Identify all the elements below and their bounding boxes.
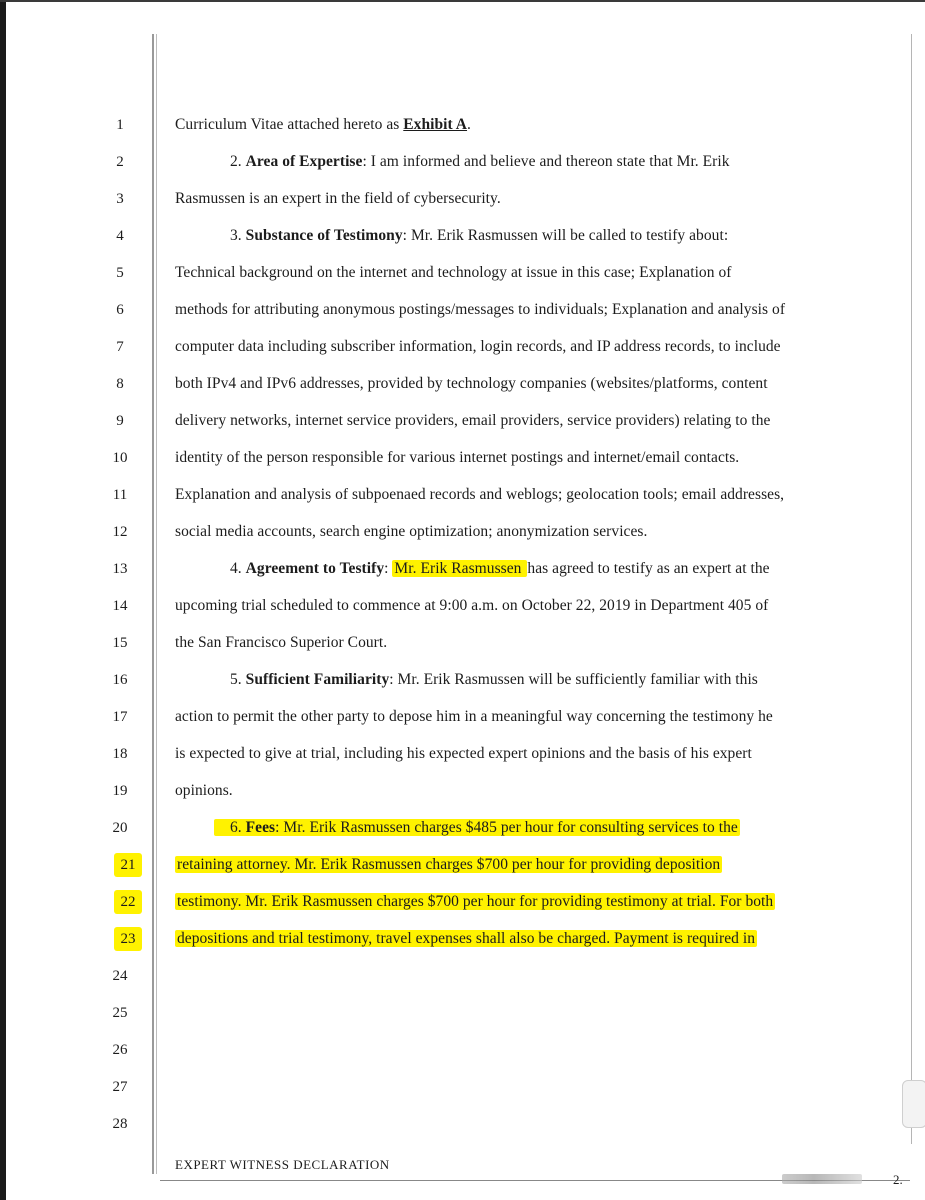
- line-number: 4: [116, 228, 124, 244]
- page-number: 2.: [893, 1172, 903, 1187]
- section-heading: Substance of Testimony: [245, 227, 403, 244]
- line-number: 16: [112, 672, 128, 688]
- footer-redaction-mark: [782, 1174, 862, 1184]
- line-number: 28: [112, 1116, 128, 1132]
- text-line-13: 4. Agreement to Testify: Mr. Erik Rasmussen has agreed to testify as an expert at the: [230, 560, 770, 577]
- line-number: 25: [112, 1005, 128, 1021]
- section-heading: Sufficient Familiarity: [245, 671, 390, 688]
- scroll-handle[interactable]: [902, 1080, 925, 1128]
- text-line-10: identity of the person responsible for various internet postings and internet/email contacts.: [175, 449, 740, 466]
- text-line-8: both IPv4 and IPv6 addresses, provided by technology companies (websites/platforms, content: [175, 375, 768, 392]
- text-line-18: is expected to give at trial, including his expected expert opinions and the basis of his expert: [175, 745, 752, 762]
- highlighted-text: 6. Fees: Mr. Erik Rasmussen charges $485 per hour for consulting services to the: [214, 819, 740, 836]
- highlighted-text: testimony. Mr. Erik Rasmussen charges $700 per hour for providing testimony at trial. For both: [177, 893, 774, 910]
- line-number-highlighted: 22: [114, 890, 142, 914]
- line-number: 26: [112, 1042, 128, 1058]
- line-number: 20: [112, 820, 128, 836]
- text-line-19: opinions.: [175, 782, 233, 799]
- pleading-margin-line: [152, 34, 157, 1174]
- text-line-2: 2. Area of Expertise: I am informed and believe and thereon state that Mr. Erik: [230, 153, 730, 170]
- line-number: 12: [112, 524, 128, 540]
- page-left-edge: [0, 0, 6, 1200]
- text-line-1: Curriculum Vitae attached hereto as Exhibit A.: [175, 116, 471, 133]
- line-number: 7: [116, 339, 124, 355]
- page-top-edge: [0, 0, 925, 2]
- line-number: 15: [112, 635, 128, 651]
- text-line-15: the San Francisco Superior Court.: [175, 634, 388, 651]
- line-number: 2: [116, 154, 124, 170]
- text-line-11: Explanation and analysis of subpoenaed records and weblogs; geolocation tools; email addresses,: [175, 486, 785, 503]
- section-heading: Area of Expertise: [245, 153, 363, 170]
- line-number-highlighted: 21: [114, 853, 142, 877]
- text-line-9: delivery networks, internet service providers, email providers, service providers) relating to the: [175, 412, 771, 429]
- text-line-16: 5. Sufficient Familiarity: Mr. Erik Rasmussen will be sufficiently familiar with this: [230, 671, 758, 688]
- text-line-17: action to permit the other party to depose him in a meaningful way concerning the testimony he: [175, 708, 773, 725]
- text-line-21: [175, 853, 722, 877]
- line-number: 19: [112, 783, 128, 799]
- text-line-7: computer data including subscriber information, login records, and IP address records, to include: [175, 338, 781, 355]
- line-number: 10: [112, 450, 128, 466]
- line-number: 14: [112, 598, 128, 614]
- text-line-6: methods for attributing anonymous postings/messages to individuals; Explanation and analysis of: [175, 301, 786, 318]
- text-line-23: [175, 927, 757, 951]
- highlighted-text: retaining attorney. Mr. Erik Rasmussen charges $700 per hour for providing deposition: [177, 856, 721, 873]
- line-number: 13: [112, 561, 128, 577]
- text-line-3: Rasmussen is an expert in the field of cybersecurity.: [175, 190, 501, 207]
- line-number: 27: [112, 1079, 128, 1095]
- text-line-4: 3. Substance of Testimony: Mr. Erik Rasmussen will be called to testify about:: [230, 227, 729, 244]
- line-number: 3: [116, 191, 124, 207]
- line-number: 17: [112, 709, 128, 725]
- section-heading: Fees: [245, 819, 276, 836]
- text-line-22: [175, 890, 775, 914]
- line-number: 24: [112, 968, 128, 984]
- text-line-12: social media accounts, search engine optimization; anonymization services.: [175, 523, 648, 540]
- line-number-highlighted: 23: [114, 927, 142, 951]
- text-line-14: upcoming trial scheduled to commence at 9:00 a.m. on October 22, 2019 in Department 405 of: [175, 597, 769, 614]
- exhibit-reference: Exhibit A: [403, 116, 468, 133]
- line-number: 5: [116, 265, 124, 281]
- line-number: 9: [116, 413, 124, 429]
- line-number: 11: [112, 487, 128, 503]
- highlighted-name: Mr. Erik Rasmussen: [394, 560, 526, 577]
- highlighted-text: depositions and trial testimony, travel expenses shall also be charged. Payment is required in: [177, 930, 756, 947]
- text-line-5: Technical background on the internet and technology at issue in this case; Explanation of: [175, 264, 732, 281]
- right-margin-line: [911, 34, 912, 1144]
- text-line-20: [214, 816, 740, 840]
- section-heading: Agreement to Testify: [245, 560, 385, 577]
- footer-title: EXPERT WITNESS DECLARATION: [175, 1157, 390, 1172]
- line-number: 6: [116, 302, 124, 318]
- line-number: 8: [116, 376, 124, 392]
- line-number: 1: [116, 117, 124, 133]
- line-number: 18: [112, 746, 128, 762]
